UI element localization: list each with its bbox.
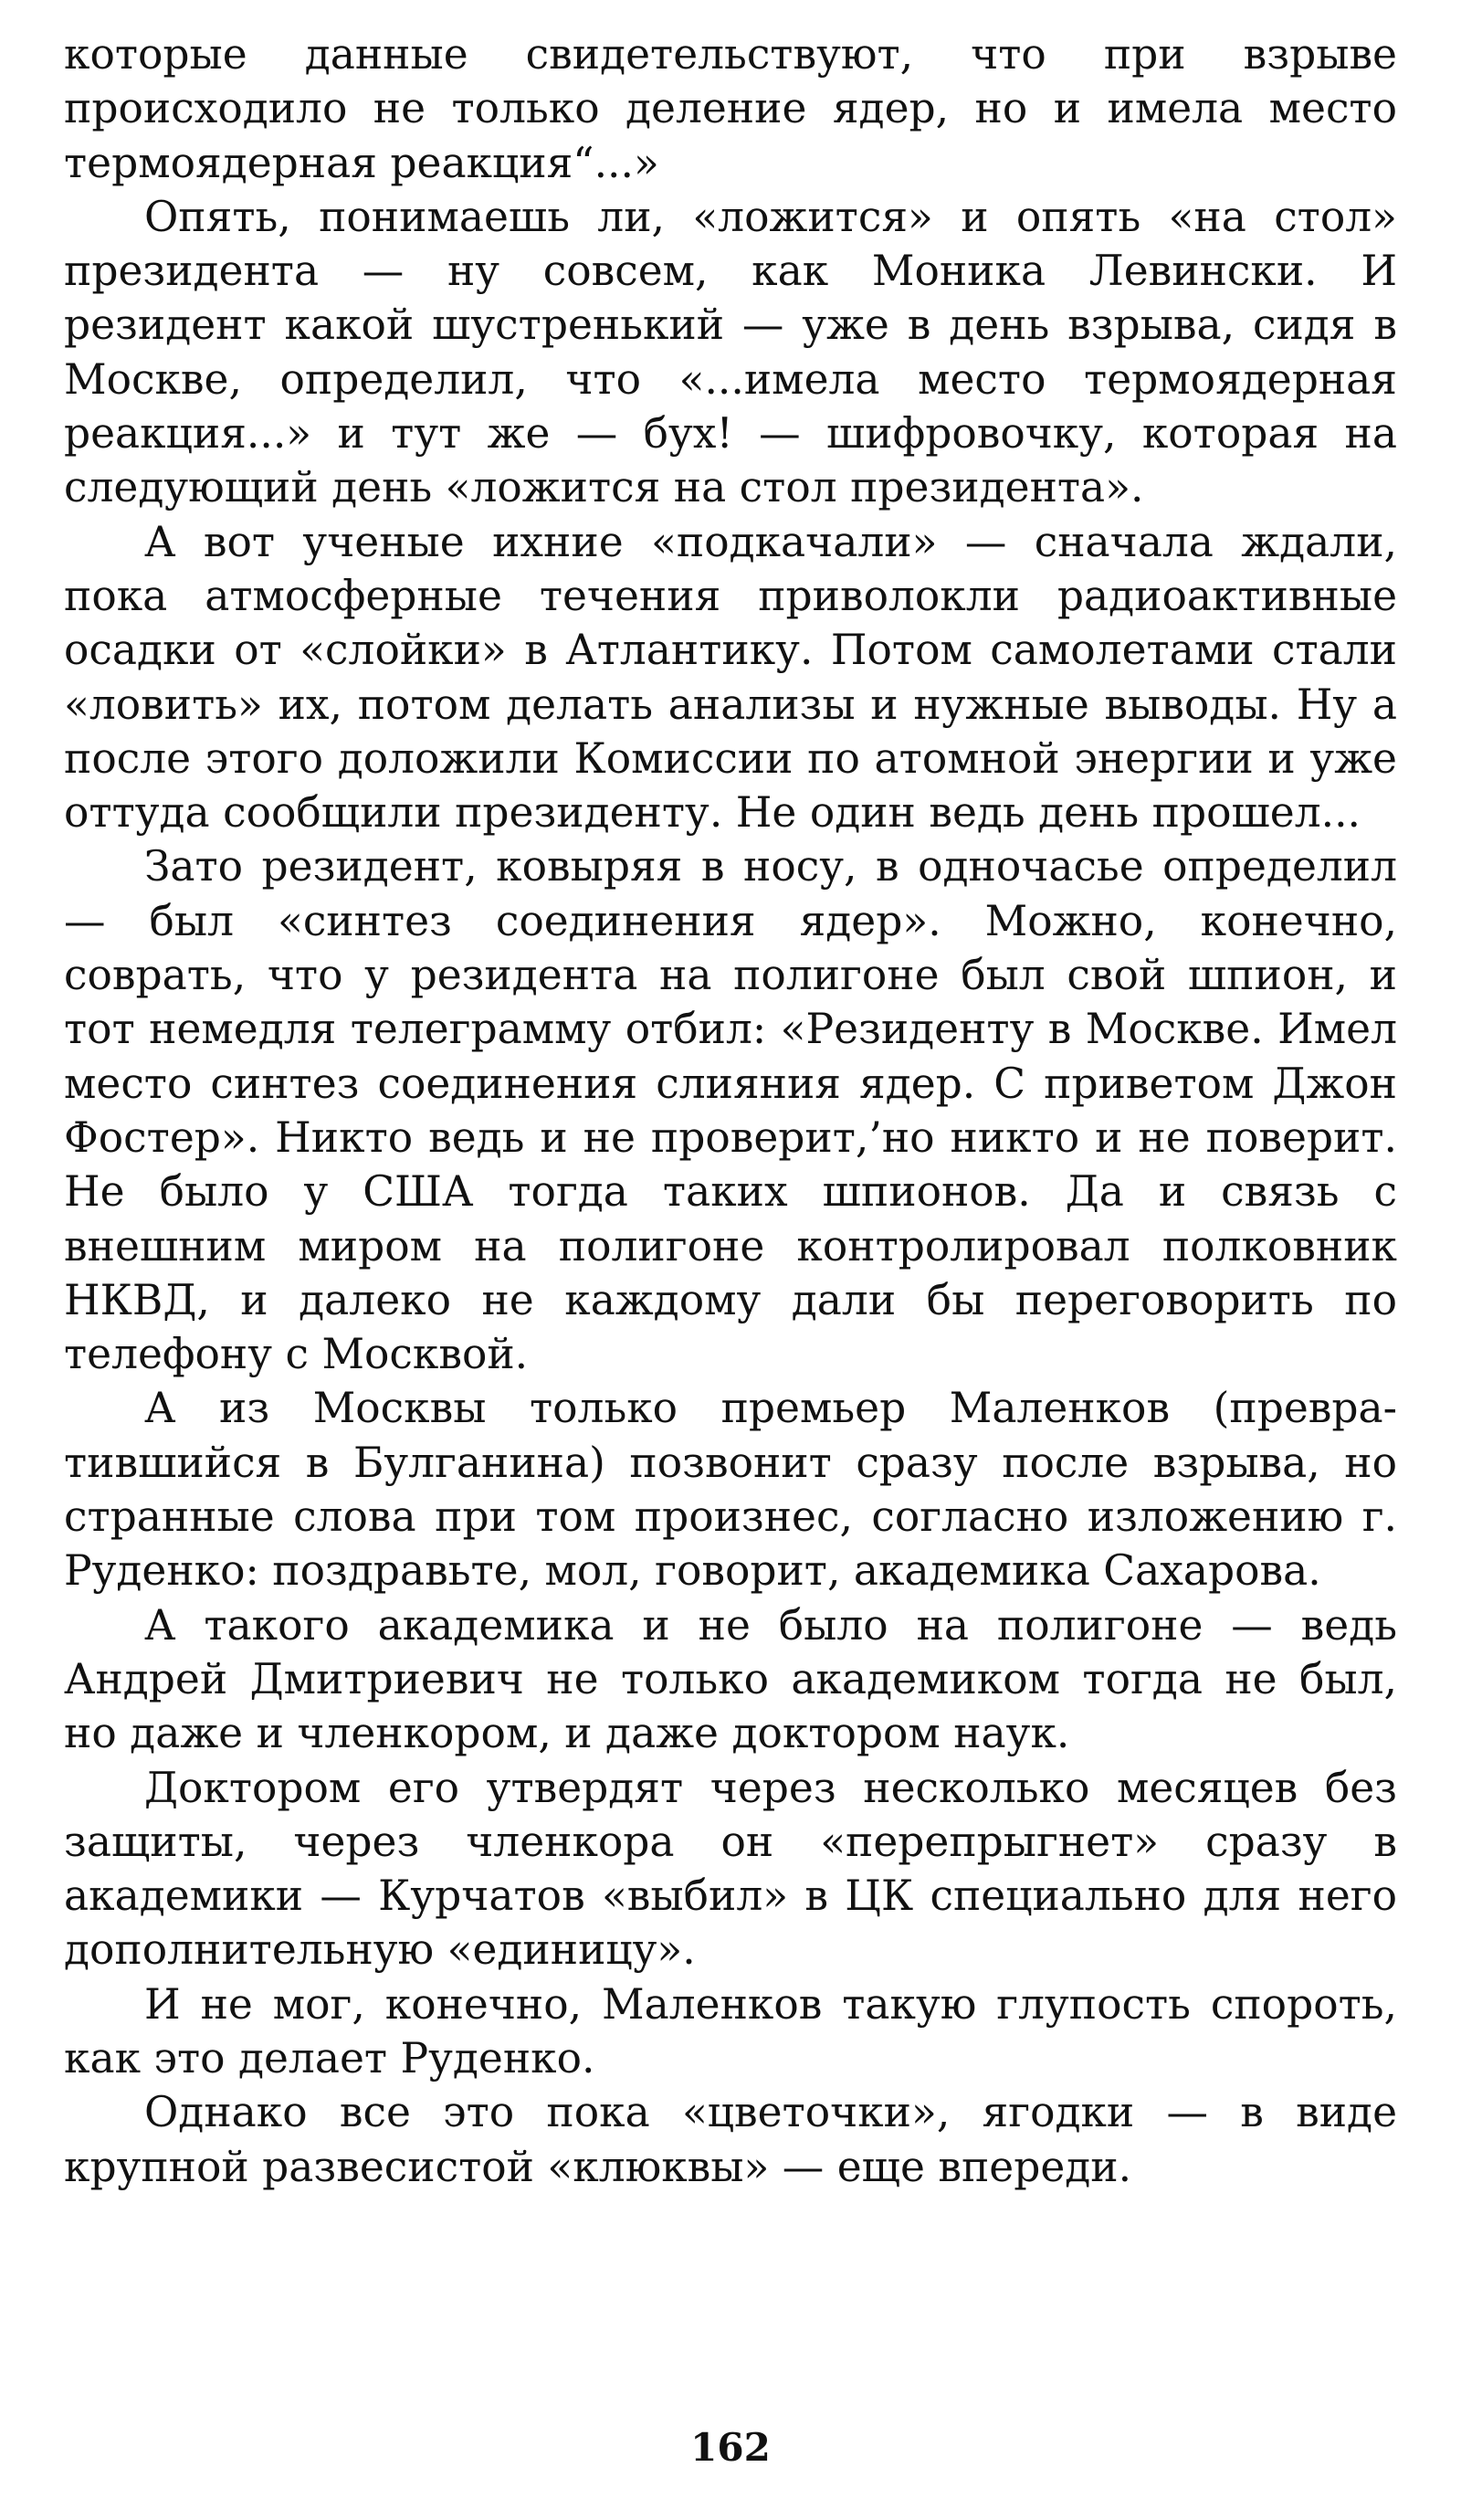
paragraph-2: Опять, понимаешь ли, «ложится» и опять «на стол» президента — ну совсем, как Моника Левински. И резидент какой шустренький — уже в день взрыва, сидя в Москве, определил, что «...имела место термоядерная реакция...» и тут же — бух! — шифровочку, которая на следующий день «ложится на стол президента». <box>64 192 1397 512</box>
paragraph-6: А такого академика и не было на полигоне — ведь Андрей Дмитриевич не только академиком тогда не был, но даже и членкором, и даже доктором наук. <box>64 1600 1397 1758</box>
page-number: 162 <box>690 2425 771 2470</box>
paragraph-4: Зато резидент, ковыряя в носу, в одночасье определил — был «синтез соединения ядер». Можно, конечно, соврать, что у резидента на полигоне был свой шпион, и тот немедля телеграмму отбил: «Резиденту в Москве. Имел место синтез соединения слияния ядер. С приветом Джон Фостер». Никто ведь и не проверит,’но никто и не поверит. Не было у США тогда таких шпионов. Да и связь с внешним миром на полигоне контролировал полковник НКВД, и далеко не каждому дали бы переговорить по телефону с Москвой. <box>64 842 1397 1379</box>
paragraph-3: А вот ученые ихние «подкачали» — сначала ждали, пока атмосферные течения приволокли радиоактивные осадки от «слойки» в Атлантику. Потом самолетами стали «ловить» их, потом делать анализы и нужные выводы. Ну а после этого доложили Комиссии по атомной энергии и уже оттуда сообщили президенту. Не один ведь день прошел... <box>64 517 1397 838</box>
page-body <box>64 27 1397 2194</box>
paragraph-8: И не мог, конечно, Маленков такую глупость спороть, как это делает Руденко. <box>64 1979 1397 2082</box>
paragraph-1: которые данные свидетельствуют, что при взрыве происходило не только деление ядер, но и имела место термоядерная реакция“...» <box>64 30 1397 187</box>
paragraph-7: Доктором его утвердят через несколько месяцев без защиты, через членкора он «перепрыгнет» сразу в академики — Курчатов «выбил» в ЦК специально для него дополнительную «единицу». <box>64 1763 1397 1975</box>
paragraph-9: Однако все это пока «цветочки», ягодки — в виде крупной развесистой «клюквы» — еще впереди. <box>64 2088 1397 2191</box>
paragraph-5: А из Москвы только премьер Маленков (превратившийся в Булганина) позвонит сразу после взрыва, но странные слова при том произнес, согласно изложению г. Руденко: поздравьте, мол, говорит, академика Сахарова. <box>64 1384 1397 1596</box>
